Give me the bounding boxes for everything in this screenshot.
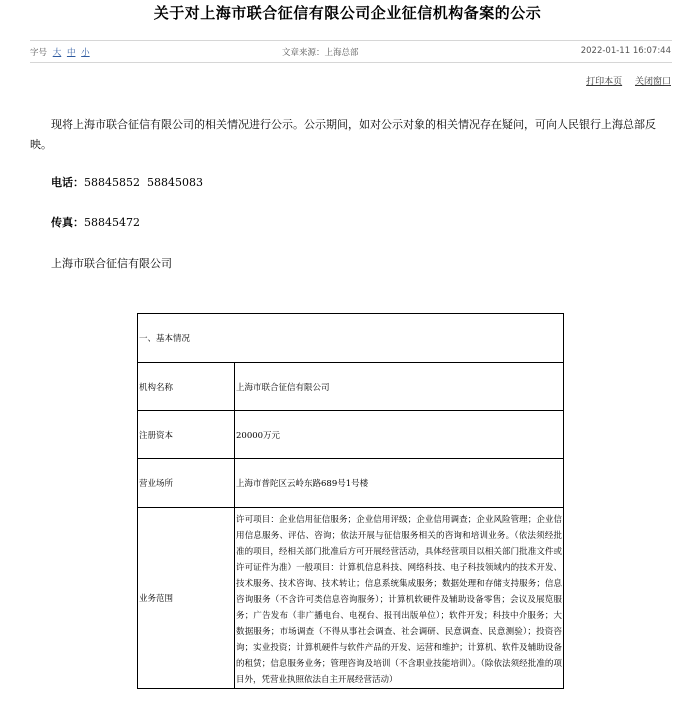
- publish-date: 2022-01-11 16:07:44: [580, 46, 671, 56]
- article-source: 文章来源：上海总部: [282, 48, 359, 58]
- table-row: [138, 314, 564, 363]
- row-value: 上海市普陀区云岭东路689号1号楼: [235, 459, 564, 508]
- signature: 上海市联合征信有限公司: [51, 257, 172, 270]
- phone-line: [51, 174, 203, 190]
- table-row: [138, 411, 564, 459]
- font-size-large-link[interactable]: 大: [52, 48, 62, 58]
- row-value: 许可项目：企业信用征信服务；企业信用评级；企业信用调查；企业风险管理；企业信用信息服务、评估、咨询；依法开展与征信服务相关的咨询和培训业务。（依法须经批准的项目，经相关部门批准后方可开展经营活动，具体经营项目以相关部门批准文件或许可证件为准）一般项目：计算机信息科技、网络科技、电子科技领域内的技术开发、技术服务、技术咨询、技术转让；信息系统集成服务；数据处理和存储支持服务；信息咨询服务（不含许可类信息咨询服务）；计算机软硬件及辅助设备零售；会议及展览服务；广告发布（非广播电台、电视台、报刊出版单位）；软件开发；科技中介服务；大数据服务；市场调查（不得从事社会调查、社会调研、民意调查、民意测验）；投资咨询；实业投资；计算机硬件与软件产品的开发、运营和维护；计算机、软件及辅助设备的租赁；信息服务业务；管理咨询及培训（不含职业技能培训）。（除依法须经批准的项目外，凭营业执照依法自主开展经营活动）: [235, 508, 564, 689]
- table-row: [138, 508, 564, 689]
- row-value: 上海市联合征信有限公司: [235, 363, 564, 411]
- close-window-link[interactable]: 关闭窗口: [634, 77, 671, 87]
- print-page-link[interactable]: 打印本页: [586, 77, 623, 87]
- row-label: 业务范围: [138, 508, 235, 689]
- row-value: 20000万元: [235, 411, 564, 459]
- row-label: 机构名称: [138, 363, 235, 411]
- fax-label: 传真：: [51, 216, 84, 229]
- font-size-medium-link[interactable]: 中: [66, 48, 76, 58]
- phone-label: 电话：: [51, 176, 84, 189]
- row-label: 注册资本: [138, 411, 235, 459]
- section-title: 一、基本情况: [138, 314, 564, 363]
- divider: [30, 40, 672, 41]
- fax-line: [51, 214, 140, 230]
- divider: [30, 62, 672, 63]
- font-size-label: 字号: [30, 48, 48, 58]
- basic-info-table: [137, 313, 564, 689]
- table-row: [138, 459, 564, 508]
- font-size-small-link[interactable]: 小: [81, 48, 90, 58]
- article-actions: [576, 74, 671, 87]
- phone-value: 58845852 58845083: [84, 176, 203, 189]
- row-label: 营业场所: [138, 459, 235, 508]
- table-row: [138, 363, 564, 411]
- intro-paragraph: 现将上海市联合征信有限公司的相关情况进行公示。公示期间，如对公示对象的相关情况存在疑问，可向人民银行上海总部反映。: [30, 118, 656, 151]
- fax-value: 58845472: [84, 216, 140, 229]
- font-size-control: [30, 46, 90, 58]
- page-title: 关于对上海市联合征信有限公司企业征信机构备案的公示: [153, 4, 542, 22]
